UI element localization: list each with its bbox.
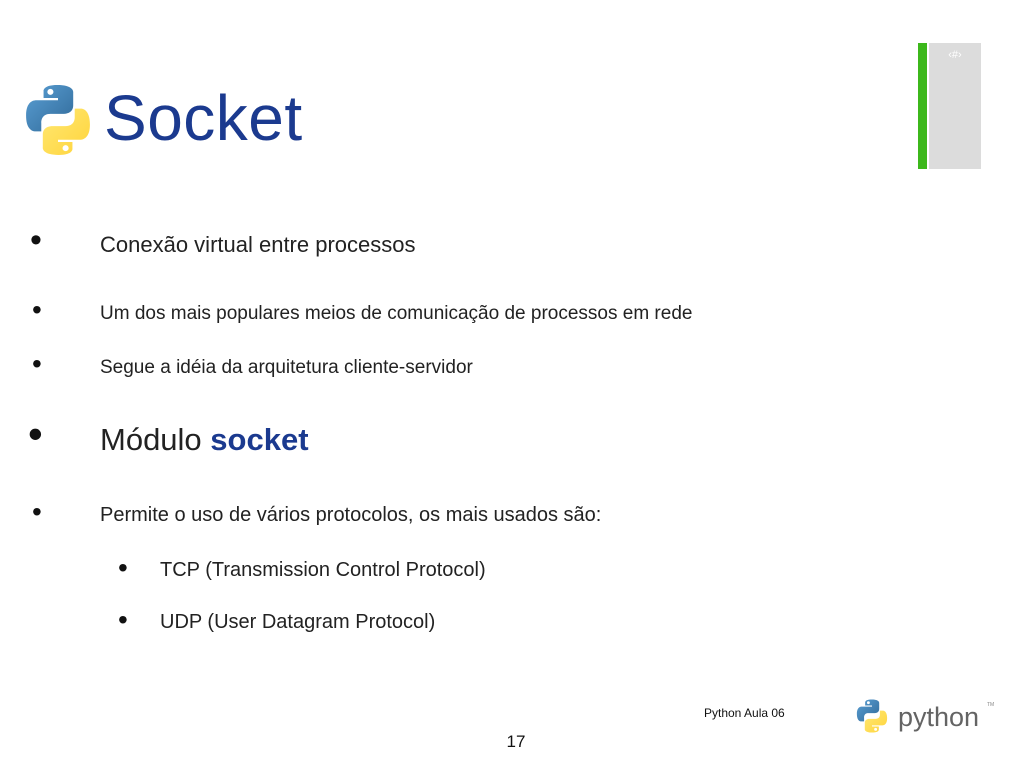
bullet-dot: • <box>118 552 128 583</box>
slide-number-box <box>929 43 981 169</box>
python-wordmark-text: python <box>898 702 980 732</box>
slide-number-placeholder: ‹#› <box>948 49 962 61</box>
bullet-dot: • <box>30 221 42 259</box>
bullet-text: TCP (Transmission Control Protocol) <box>160 559 486 581</box>
page-number: 17 <box>506 732 526 751</box>
bullet-text: UDP (User Datagram Protocol) <box>160 611 436 633</box>
bullet-dot: • <box>32 294 42 325</box>
bullet-text <box>100 420 309 460</box>
slide-title: Socket <box>104 82 303 154</box>
bullet-text: Conexão virtual entre processos <box>100 232 416 257</box>
trademark-mark: TM <box>987 702 994 708</box>
bullet-dot: • <box>28 410 43 457</box>
bullet-dot: • <box>32 496 42 527</box>
python-logo-icon <box>20 82 96 158</box>
bullet-text: Um dos mais populares meios de comunicação de processos em rede <box>100 303 693 324</box>
bullet-text-prefix: Módulo <box>100 422 211 457</box>
footer-course-label: Python Aula 06 <box>704 706 785 720</box>
bullet-text: Segue a idéia da arquitetura cliente-servidor <box>100 357 473 378</box>
bullet-dot: • <box>32 348 42 379</box>
bullet-dot: • <box>118 604 128 635</box>
module-keyword: socket <box>210 422 309 457</box>
accent-bar <box>918 43 927 169</box>
python-wordmark-logo <box>852 694 994 740</box>
bullet-text: Permite o uso de vários protocolos, os mais usados são: <box>100 504 602 526</box>
